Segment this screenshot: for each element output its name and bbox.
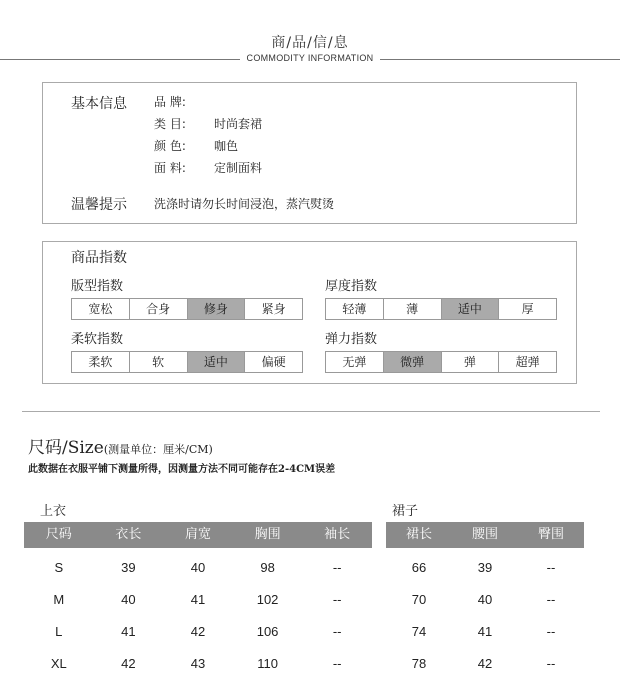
table-cell: 70 (411, 591, 427, 607)
table-cell: 98 (260, 559, 275, 575)
table-cell: 39 (477, 559, 493, 575)
section-subtitle: COMMODITY INFORMATION (246, 53, 374, 63)
table-cell: 110 (257, 655, 278, 671)
table-cell: 42 (190, 623, 206, 639)
table-cell: 78 (411, 655, 427, 671)
index-option: 软 (130, 352, 188, 372)
table-cell: M (53, 591, 65, 607)
table-cell: 42 (477, 655, 493, 671)
skirt-table-header (386, 522, 584, 548)
table-cell: 40 (477, 591, 493, 607)
index-option: 修身 (188, 299, 246, 319)
table-cell: 74 (411, 623, 427, 639)
index-group-title: 版型指数 (71, 279, 124, 294)
index-option: 适中 (442, 299, 500, 319)
product-index-label: 商品指数 (71, 250, 127, 266)
table-row (24, 615, 372, 647)
index-group-softness (71, 331, 303, 373)
table-cell: -- (332, 623, 342, 639)
table-cell: -- (546, 655, 556, 671)
index-group-thickness (325, 278, 557, 320)
column-header: 臀围 (537, 527, 564, 542)
index-group-title: 厚度指数 (325, 279, 378, 294)
table-cell: -- (546, 623, 556, 639)
index-option: 超弹 (515, 355, 540, 369)
table-cell: 40 (190, 559, 206, 575)
index-option: 弹 (442, 352, 500, 372)
index-scale (71, 298, 303, 320)
table-cell: XL (50, 655, 67, 671)
column-header: 裙长 (405, 527, 432, 542)
top-table-body (24, 551, 372, 679)
skirt-table-label: 裙子 (392, 504, 419, 519)
column-header: 肩宽 (184, 527, 211, 542)
field-value-fabric: 定制面料 (214, 161, 263, 175)
table-cell: 41 (477, 623, 493, 639)
basic-info-label: 基本信息 (71, 96, 127, 112)
table-row (24, 551, 372, 583)
header-rule-right (380, 59, 620, 60)
column-header: 袖长 (324, 527, 351, 542)
index-option: 宽松 (72, 299, 130, 319)
table-cell: 43 (190, 655, 206, 671)
column-header: 尺码 (45, 527, 72, 542)
size-title-text: 尺码/Size (28, 438, 104, 458)
section-title: 商/品/信/息 (271, 35, 349, 51)
size-unit-note: (测量单位：厘米/CM) (103, 443, 213, 456)
table-row (386, 583, 584, 615)
index-option: 微弹 (384, 352, 442, 372)
field-key-fabric: 面 料: (154, 161, 186, 175)
index-group-elasticity (325, 331, 557, 373)
field-value-color: 咖色 (214, 139, 239, 153)
top-table-label: 上衣 (40, 504, 67, 519)
index-group-fit (71, 278, 303, 320)
table-row (24, 583, 372, 615)
index-option: 轻薄 (326, 299, 384, 319)
table-cell: 42 (121, 655, 136, 671)
top-table-header (24, 522, 372, 548)
basic-info-box (42, 82, 577, 224)
field-key-brand: 品 牌: (154, 95, 186, 109)
table-cell: 66 (411, 559, 427, 575)
table-row (386, 647, 584, 679)
table-cell: 102 (256, 591, 279, 607)
table-row (386, 551, 584, 583)
table-cell: 39 (121, 559, 136, 575)
index-option: 厚 (521, 302, 534, 316)
table-row (386, 615, 584, 647)
table-cell: 40 (121, 591, 136, 607)
product-index-box (42, 241, 577, 384)
section-divider (22, 411, 600, 412)
index-option: 合身 (130, 299, 188, 319)
index-option: 无弹 (326, 352, 384, 372)
table-cell: L (55, 623, 63, 639)
column-header: 胸围 (254, 527, 281, 542)
size-title (28, 433, 213, 458)
skirt-table-body (386, 551, 584, 679)
table-cell: 41 (121, 623, 136, 639)
table-row (24, 647, 372, 679)
table-cell: -- (546, 591, 556, 607)
column-header: 衣长 (115, 527, 142, 542)
tip-label: 温馨提示 (71, 197, 127, 213)
index-option: 柔软 (72, 352, 130, 372)
field-value-category: 时尚套裙 (214, 117, 263, 131)
index-scale (325, 298, 557, 320)
table-cell: S (54, 559, 64, 575)
table-cell: -- (546, 559, 556, 575)
table-cell: 41 (190, 591, 206, 607)
index-option: 薄 (384, 299, 442, 319)
field-key-category: 类 目: (154, 117, 186, 131)
table-cell: -- (332, 591, 342, 607)
size-disclaimer: 此数据在衣服平铺下测量所得，因测量方法不同可能存在2-4CM误差 (28, 464, 336, 475)
index-option: 适中 (188, 352, 246, 372)
field-key-color: 颜 色: (154, 139, 186, 153)
index-group-title: 弹力指数 (325, 332, 378, 347)
column-header: 腰围 (471, 527, 498, 542)
index-scale (325, 351, 557, 373)
index-scale (71, 351, 303, 373)
index-group-title: 柔软指数 (71, 332, 124, 347)
tip-text: 洗涤时请勿长时间浸泡，蒸汽熨烫 (154, 197, 335, 211)
index-option: 偏硬 (261, 355, 286, 369)
table-cell: -- (332, 655, 342, 671)
header-rule-left (0, 59, 240, 60)
table-cell: 106 (256, 623, 279, 639)
index-option: 紧身 (261, 302, 286, 316)
table-cell: -- (332, 559, 342, 575)
